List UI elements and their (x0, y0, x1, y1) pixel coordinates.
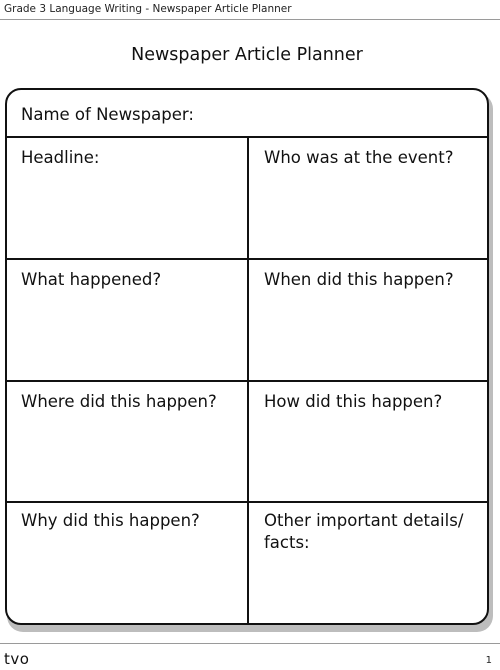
other-details-field[interactable] (249, 503, 487, 623)
article-planner-table (5, 88, 489, 625)
why-field[interactable] (7, 503, 249, 623)
where-field[interactable] (7, 382, 249, 501)
who-field[interactable] (249, 138, 487, 258)
page-number: 1 (485, 655, 492, 666)
where-label: Where did this happen? (21, 392, 217, 411)
how-label: How did this happen? (264, 392, 443, 411)
headline-field[interactable] (7, 138, 249, 258)
when-field[interactable] (249, 260, 487, 380)
what-label: What happened? (21, 270, 162, 289)
when-label: When did this happen? (264, 270, 454, 289)
why-label: Why did this happen? (21, 511, 200, 530)
newspaper-name-field[interactable] (7, 90, 487, 138)
document-header (0, 0, 500, 20)
how-field[interactable] (249, 382, 487, 501)
planner-row-1 (7, 138, 487, 260)
planner-row-4 (7, 503, 487, 623)
tvo-logo: tvo (4, 650, 30, 668)
planner-row-3 (7, 382, 487, 503)
headline-label: Headline: (21, 148, 100, 167)
newspaper-name-label: Name of Newspaper: (21, 105, 194, 124)
planner-row-2 (7, 260, 487, 382)
what-field[interactable] (7, 260, 249, 380)
page-title: Newspaper Article Planner (131, 45, 363, 65)
who-label: Who was at the event? (264, 148, 454, 167)
footer-divider (0, 643, 500, 644)
other-details-label: Other important details/ facts: (264, 511, 464, 552)
document-header-title: Grade 3 Language Writing - Newspaper Article Planner (4, 3, 292, 15)
